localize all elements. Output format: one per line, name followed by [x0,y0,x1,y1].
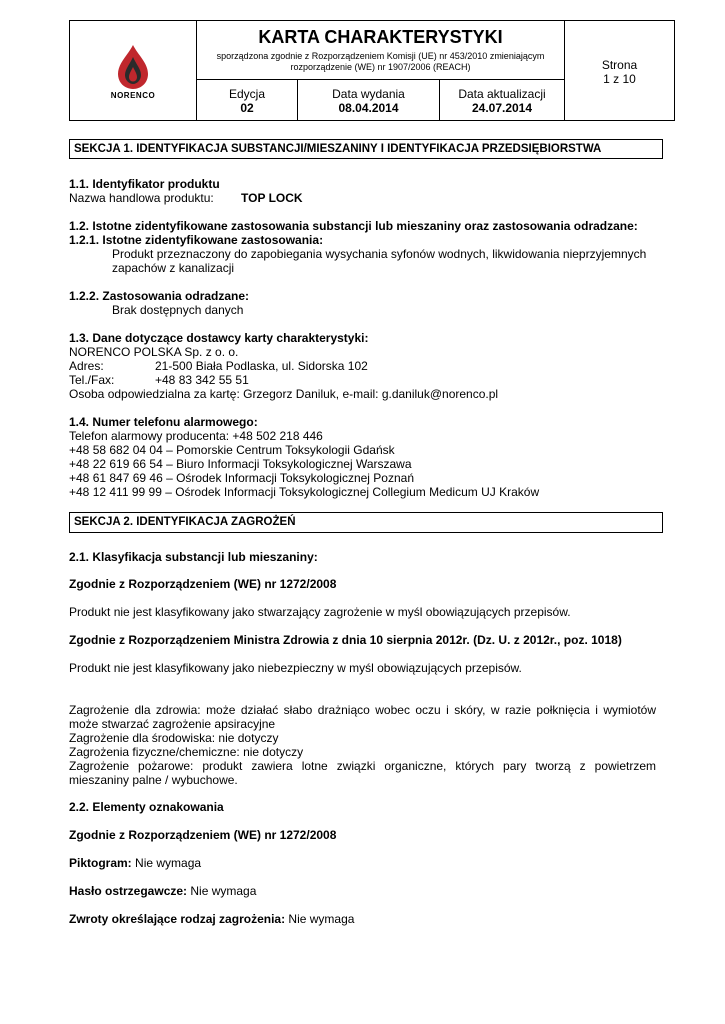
subsection-title: 1.2.1. Istotne zidentyfikowane zastosowania: [69,233,324,247]
document-header [69,20,675,121]
environment-hazard-text: Zagrożenie dla środowiska: nie dotyczy [69,731,279,745]
fire-hazard-text: mieszaniny palne / wybuchowe. [69,773,238,787]
regulation-subtitle: rozporządzenie (WE) nr 1907/2006 (REACH) [290,62,471,72]
page-number: 1 z 10 [603,72,636,86]
physchem-hazard-text: Zagrożenia fizyczne/chemiczne: nie dotyczy [69,745,304,759]
classification-text: Produkt nie jest klasyfikowany jako niebezpieczny w myśl obowiązujących przepisów. [69,661,522,675]
identified-use-text: Produkt przeznaczony do zapobiegania wysychania syfonów wodnych, likwidowania nieprzyjemnych [112,247,647,261]
logo-wordmark: NORENCO [110,91,156,100]
health-hazard-text: może stwarzać zagrożenie apsiracyjne [69,717,276,731]
regulation-heading: Zgodnie z Rozporządzeniem (WE) nr 1272/2008 [69,577,337,591]
emergency-phone: +48 22 619 66 54 – Biuro Informacji Toksykologicznej Warszawa [69,457,412,471]
emergency-phone: +48 58 682 04 04 – Pomorskie Centrum Toksykologii Gdańsk [69,443,395,457]
pictogram-label: Piktogram: [69,856,132,870]
subsection-title: 1.2. Istotne zidentyfikowane zastosowania substancji lub mieszaniny oraz zastosowania odradzane: [69,219,638,233]
pictogram-value: Nie wymaga [131,856,202,870]
subsection-title: 1.1. Identyfikator produktu [69,177,220,191]
hazard-statements-value: Nie wymaga [285,912,355,926]
subsection-title: 1.3. Dane dotyczące dostawcy karty charakterystyki: [69,331,369,345]
identified-use-text: zapachów z kanalizacji [112,261,235,275]
classification-text: Produkt nie jest klasyfikowany jako stwarzający zagrożenie w myśl obowiązujących przepisów. [69,605,571,619]
edition-value: 02 [240,101,254,115]
hazard-statements-label: Zwroty określające rodzaj zagrożenia: [69,912,286,926]
company-name: NORENCO POLSKA Sp. z o. o. [69,345,239,359]
trade-name-label: Nazwa handlowa produktu: [69,191,214,205]
subsection-title: 1.2.2. Zastosowania odradzane: [69,289,250,303]
update-date-label: Data aktualizacji [458,87,546,101]
trade-name-value: TOP LOCK [241,191,303,205]
document-title: KARTA CHARAKTERYSTYKI [258,27,503,47]
section-1-heading: SEKCJA 1. IDENTYFIKACJA SUBSTANCJI/MIESZANINY I IDENTYFIKACJA PRZEDSIĘBIORSTWA [69,139,663,159]
signal-word-value: Nie wymaga [187,884,257,898]
address-label: Adres: [69,359,104,373]
fire-hazard-text: Zagrożenie pożarowe: produkt zawiera lotne związki organiczne, których pary tworzą z powietrzem [69,759,656,773]
subsection-title: 1.4. Numer telefonu alarmowego: [69,415,258,429]
subsection-title: 2.1. Klasyfikacja substancji lub mieszaniny: [69,550,318,564]
address-value: 21-500 Biała Podlaska, ul. Sidorska 102 [155,359,368,373]
phone-value: +48 83 342 55 51 [155,373,249,387]
subsection-title: 2.2. Elementy oznakowania [69,800,224,814]
issue-date-label: Data wydania [332,87,405,101]
responsible-person: Osoba odpowiedzialna za kartę: Grzegorz Daniluk, e-mail: g.daniluk@norenco.pl [69,387,499,401]
advised-against-text: Brak dostępnych danych [112,303,244,317]
regulation-heading: Zgodnie z Rozporządzeniem (WE) nr 1272/2008 [69,828,337,842]
regulation-subtitle: sporządzona zgodnie z Rozporządzeniem Komisji (UE) nr 453/2010 zmieniającym [216,51,545,61]
emergency-phone: Telefon alarmowy producenta: +48 502 218 446 [69,429,323,443]
page-label: Strona [601,58,638,72]
pictogram-row [69,856,201,870]
hazard-statements-row [69,912,354,926]
phone-label: Tel./Fax: [69,373,115,387]
issue-date-value: 08.04.2014 [338,101,399,115]
edition-label: Edycja [228,87,266,101]
emergency-phone: +48 61 847 69 46 – Ośrodek Informacji Toksykologicznej Poznań [69,471,414,485]
norenco-logo [90,43,176,99]
update-date-value: 24.07.2014 [471,101,533,115]
regulation-heading: Zgodnie z Rozporządzeniem Ministra Zdrowia z dnia 10 sierpnia 2012r. (Dz. U. z 2012r., poz. 1018) [69,633,622,647]
section-2-heading: SEKCJA 2. IDENTYFIKACJA ZAGROŻEŃ [69,512,663,533]
signal-word-row [69,884,256,898]
emergency-phone: +48 12 411 99 99 – Ośrodek Informacji Toksykologicznej Collegium Medicum UJ Kraków [69,485,540,499]
health-hazard-text: Zagrożenie dla zdrowia: może działać słabo drażniąco wobec oczu i skóry, w razie połknięcia i wymiotów [69,703,656,717]
signal-word-label: Hasło ostrzegawcze: [69,884,188,898]
header-divider [196,79,564,80]
